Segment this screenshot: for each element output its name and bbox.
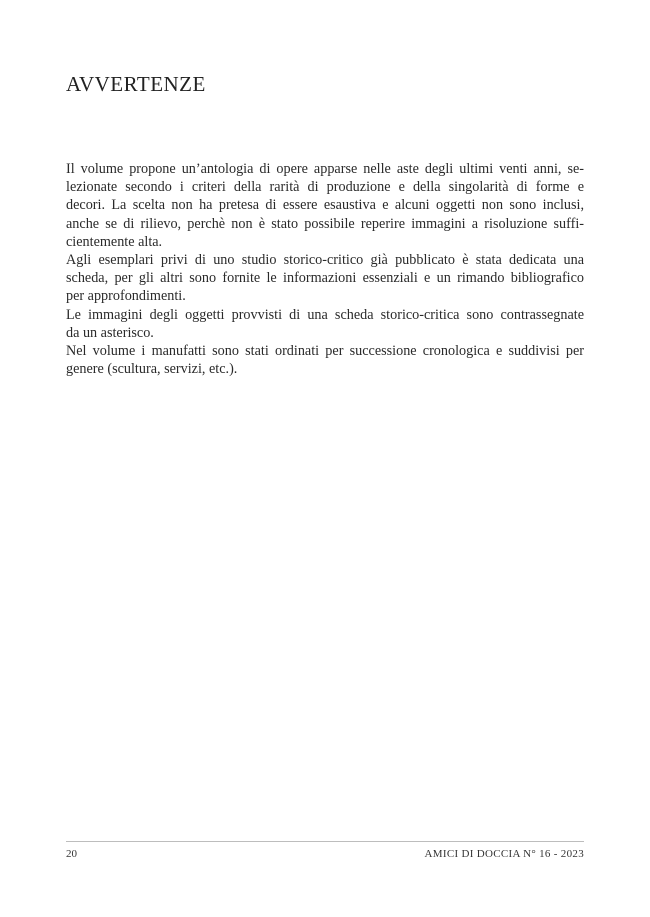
page-title: AVVERTENZE [66,72,206,96]
body-text [66,160,584,378]
body-line: decori. La scelta non ha pretesa di essere esaustiva e alcuni oggetti non sono inclusi, [66,197,584,214]
body-line: Il volume propone un’antologia di opere apparse nelle aste degli ultimi venti anni, se- [66,161,584,177]
body-line: Le immagini degli oggetti provvisti di una scheda storico-critica sono contrassegnate [66,306,584,323]
body-line: Nel volume i manufatti sono stati ordinati per successione cronologica e suddivisi per [66,343,584,360]
body-line: scheda, per gli altri sono fornite le informazioni essenziali e un rimando bibliografico [66,270,584,287]
page-number: 20 [66,848,77,860]
body-line: lezionate secondo i criteri della rarità di produzione e della singolarità di forme e [66,179,584,196]
footer-divider [66,841,584,842]
body-line: per approfondimenti. [66,288,186,305]
body-line: da un asterisco. [66,324,154,341]
body-line: genere (scultura, servizi, etc.). [66,361,238,378]
body-line: cientemente alta. [66,233,163,250]
body-line: anche se di rilievo, perchè non è stato possibile reperire immagini a risoluzione suffi- [66,215,584,232]
running-footer: AMICI DI DOCCIA N° 16 - 2023 [424,848,584,860]
body-line: Agli esemplari privi di uno studio storico-critico già pubblicato è stata dedicata una [66,252,584,269]
